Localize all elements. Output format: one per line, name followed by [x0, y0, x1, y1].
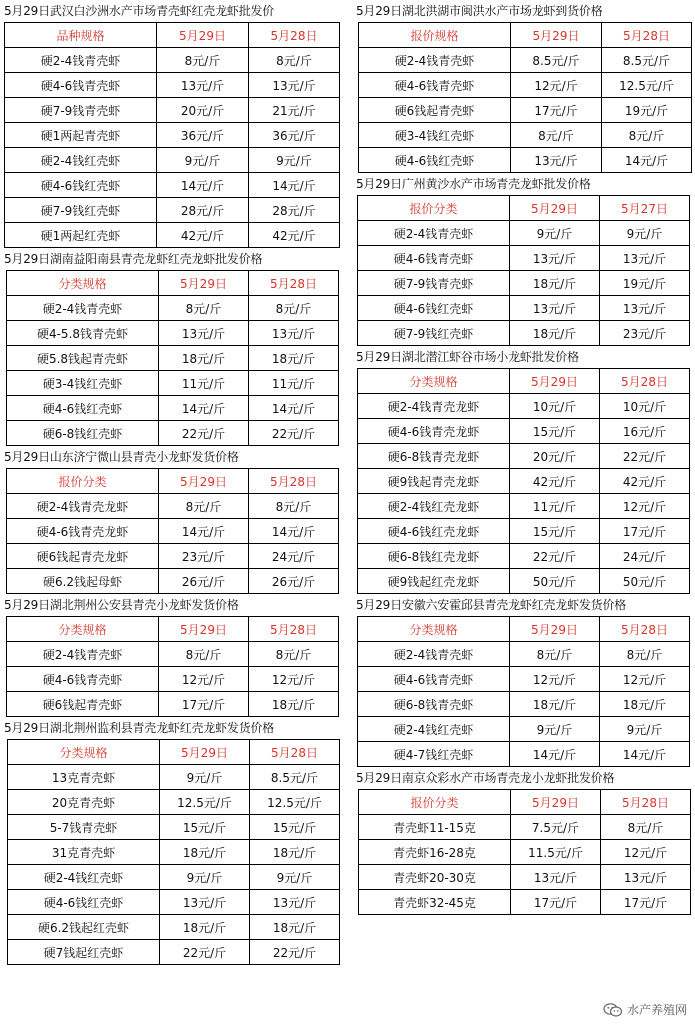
spec-cell: 硬7钱起红壳虾	[8, 940, 160, 965]
block-title: 5月29日安徽六安霍邱县青壳龙虾红壳龙虾发货价格	[356, 598, 627, 612]
spec-cell: 硬4-5.8钱青壳虾	[7, 321, 159, 346]
spec-cell: 20克青壳虾	[8, 790, 160, 815]
table-row	[358, 444, 690, 469]
price-cell: 15元/斤	[510, 519, 600, 544]
spec-cell: 硬4-6钱红壳龙虾	[358, 519, 510, 544]
price-block	[4, 248, 344, 446]
price-block	[4, 446, 344, 594]
price-cell: 12元/斤	[601, 840, 691, 865]
spec-cell: 硬5.8钱起青壳虾	[7, 346, 159, 371]
table-row	[5, 173, 340, 198]
price-cell: 12.5元/斤	[250, 790, 340, 815]
price-table	[357, 195, 690, 346]
table-row	[358, 667, 690, 692]
price-cell: 14元/斤	[249, 519, 339, 544]
price-block	[4, 0, 344, 248]
header-cell: 5月28日	[600, 369, 690, 394]
price-cell: 23元/斤	[159, 544, 249, 569]
spec-cell: 硬7-9钱红壳虾	[358, 321, 510, 346]
table-row	[359, 73, 692, 98]
header-cell: 5月29日	[510, 369, 600, 394]
header-cell: 5月28日	[249, 469, 339, 494]
price-cell: 20元/斤	[157, 98, 249, 123]
header-row	[7, 271, 339, 296]
price-cell: 12元/斤	[600, 667, 690, 692]
spec-cell: 硬2-4钱红壳龙虾	[358, 494, 510, 519]
price-cell: 24元/斤	[249, 544, 339, 569]
price-block	[356, 594, 693, 767]
price-cell: 8元/斤	[602, 123, 692, 148]
table-row	[358, 469, 690, 494]
spec-cell: 青壳虾32-45克	[359, 890, 511, 915]
price-cell: 23元/斤	[600, 321, 690, 346]
table-row	[7, 667, 339, 692]
table-row	[7, 544, 339, 569]
header-row	[359, 790, 691, 815]
price-cell: 18元/斤	[510, 321, 600, 346]
spec-cell: 硬4-6钱青壳龙虾	[7, 519, 159, 544]
price-block	[356, 767, 693, 915]
header-row	[358, 196, 690, 221]
price-cell: 15元/斤	[510, 419, 600, 444]
header-cell: 分类规格	[7, 271, 159, 296]
watermark-text: 水产养殖网	[626, 1003, 687, 1017]
table-row	[358, 569, 690, 594]
price-cell: 28元/斤	[249, 198, 340, 223]
table-row	[5, 223, 340, 248]
price-cell: 18元/斤	[249, 346, 339, 371]
spec-cell: 硬6-8钱青壳虾	[358, 692, 510, 717]
price-block	[356, 0, 693, 173]
price-cell: 8.5元/斤	[602, 48, 692, 73]
price-cell: 50元/斤	[510, 569, 600, 594]
price-cell: 9元/斤	[600, 717, 690, 742]
header-cell: 分类规格	[358, 369, 510, 394]
table-row	[358, 642, 690, 667]
price-cell: 9元/斤	[510, 221, 600, 246]
table-row	[7, 519, 339, 544]
price-cell: 14元/斤	[159, 519, 249, 544]
table-row	[358, 221, 690, 246]
price-table	[7, 739, 340, 965]
spec-cell: 硬2-4钱青壳虾	[7, 296, 159, 321]
header-cell: 分类规格	[7, 617, 159, 642]
table-row	[359, 123, 692, 148]
price-cell: 22元/斤	[250, 940, 340, 965]
table-row	[5, 198, 340, 223]
header-row	[358, 369, 690, 394]
table-row	[358, 742, 690, 767]
price-cell: 12.5元/斤	[602, 73, 692, 98]
price-cell: 18元/斤	[250, 840, 340, 865]
price-cell: 28元/斤	[157, 198, 249, 223]
price-cell: 19元/斤	[602, 98, 692, 123]
price-cell: 9元/斤	[600, 221, 690, 246]
price-cell: 9元/斤	[160, 765, 250, 790]
price-cell: 12元/斤	[249, 667, 339, 692]
price-cell: 8.5元/斤	[250, 765, 340, 790]
header-cell: 报价分类	[7, 469, 159, 494]
table-row	[5, 48, 340, 73]
price-cell: 8元/斤	[159, 642, 249, 667]
price-cell: 15元/斤	[250, 815, 340, 840]
price-cell: 11元/斤	[510, 494, 600, 519]
spec-cell: 硬2-4钱青壳虾	[358, 221, 510, 246]
table-row	[7, 396, 339, 421]
price-cell: 9元/斤	[250, 865, 340, 890]
watermark	[603, 1001, 687, 1018]
table-row	[5, 73, 340, 98]
price-table	[357, 616, 690, 767]
table-row	[358, 692, 690, 717]
price-cell: 14元/斤	[249, 396, 339, 421]
spec-cell: 硬2-4钱青壳虾	[359, 48, 511, 73]
price-cell: 8元/斤	[157, 48, 249, 73]
spec-cell: 硬6.2钱起母虾	[7, 569, 159, 594]
spec-cell: 硬7-9钱青壳虾	[5, 98, 157, 123]
table-row	[7, 321, 339, 346]
price-cell: 8元/斤	[249, 642, 339, 667]
header-cell: 报价分类	[359, 790, 511, 815]
price-cell: 7.5元/斤	[511, 815, 601, 840]
price-cell: 8元/斤	[159, 494, 249, 519]
table-row	[7, 494, 339, 519]
table-row	[359, 890, 691, 915]
table-row	[359, 815, 691, 840]
header-row	[358, 617, 690, 642]
table-row	[7, 296, 339, 321]
table-row	[7, 371, 339, 396]
header-cell: 5月28日	[249, 271, 339, 296]
price-cell: 17元/斤	[600, 519, 690, 544]
price-cell: 8元/斤	[249, 48, 340, 73]
header-cell: 5月29日	[157, 23, 249, 48]
header-row	[8, 740, 340, 765]
price-cell: 10元/斤	[600, 394, 690, 419]
table-row	[358, 246, 690, 271]
price-cell: 17元/斤	[159, 692, 249, 717]
table-row	[8, 790, 340, 815]
price-cell: 12元/斤	[511, 73, 602, 98]
price-cell: 14元/斤	[249, 173, 340, 198]
spec-cell: 硬6钱起青壳虾	[7, 692, 159, 717]
spec-cell: 硬2-4钱青壳龙虾	[358, 394, 510, 419]
table-row	[358, 494, 690, 519]
price-table	[4, 22, 340, 248]
table-row	[358, 419, 690, 444]
table-row	[8, 815, 340, 840]
spec-cell: 硬4-6钱红壳虾	[7, 396, 159, 421]
table-row	[359, 98, 692, 123]
price-cell: 13元/斤	[600, 296, 690, 321]
table-row	[7, 569, 339, 594]
table-row	[8, 940, 340, 965]
price-cell: 8元/斤	[159, 296, 249, 321]
price-cell: 42元/斤	[157, 223, 249, 248]
price-cell: 13元/斤	[250, 890, 340, 915]
spec-cell: 硬6-8钱青壳龙虾	[358, 444, 510, 469]
price-cell: 22元/斤	[510, 544, 600, 569]
spec-cell: 硬4-6钱红壳虾	[359, 148, 511, 173]
price-cell: 18元/斤	[600, 692, 690, 717]
price-cell: 17元/斤	[601, 890, 691, 915]
price-cell: 13元/斤	[510, 246, 600, 271]
table-row	[358, 296, 690, 321]
header-cell: 分类规格	[8, 740, 160, 765]
price-cell: 12元/斤	[159, 667, 249, 692]
table-row	[8, 840, 340, 865]
table-row	[7, 346, 339, 371]
price-cell: 50元/斤	[600, 569, 690, 594]
header-cell: 5月28日	[249, 23, 340, 48]
table-row	[5, 98, 340, 123]
price-cell: 36元/斤	[249, 123, 340, 148]
price-cell: 18元/斤	[510, 692, 600, 717]
price-cell: 8.5元/斤	[511, 48, 602, 73]
price-cell: 14元/斤	[600, 742, 690, 767]
price-cell: 17元/斤	[511, 98, 602, 123]
price-cell: 22元/斤	[249, 421, 339, 446]
spec-cell: 硬2-4钱红壳虾	[5, 148, 157, 173]
table-row	[359, 840, 691, 865]
spec-cell: 硬6.2钱起红壳虾	[8, 915, 160, 940]
price-cell: 8元/斤	[511, 123, 602, 148]
table-row	[8, 765, 340, 790]
table-row	[359, 148, 692, 173]
wechat-icon	[603, 1002, 623, 1018]
price-table	[358, 789, 691, 915]
spec-cell: 硬2-4钱青壳虾	[5, 48, 157, 73]
spec-cell: 青壳虾11-15克	[359, 815, 511, 840]
spec-cell: 青壳虾20-30克	[359, 865, 511, 890]
price-cell: 11.5元/斤	[511, 840, 601, 865]
price-cell: 9元/斤	[510, 717, 600, 742]
header-cell: 5月28日	[601, 790, 691, 815]
table-row	[359, 865, 691, 890]
price-cell: 18元/斤	[160, 840, 250, 865]
price-cell: 15元/斤	[160, 815, 250, 840]
price-cell: 18元/斤	[159, 346, 249, 371]
right-column	[356, 0, 693, 915]
spec-cell: 硬7-9钱青壳虾	[358, 271, 510, 296]
block-title: 5月29日湖北荆州公安县青壳小龙虾发货价格	[4, 598, 239, 612]
spec-cell: 硬4-6钱红壳虾	[5, 173, 157, 198]
price-cell: 8元/斤	[600, 642, 690, 667]
spec-cell: 硬4-6钱青壳虾	[7, 667, 159, 692]
header-cell: 5月29日	[511, 790, 601, 815]
price-cell: 11元/斤	[249, 371, 339, 396]
header-cell: 5月29日	[159, 271, 249, 296]
price-table	[6, 468, 339, 594]
header-cell: 5月28日	[602, 23, 692, 48]
table-row	[8, 865, 340, 890]
table-row	[7, 692, 339, 717]
price-cell: 12元/斤	[600, 494, 690, 519]
spec-cell: 硬1两起青壳虾	[5, 123, 157, 148]
price-cell: 22元/斤	[160, 940, 250, 965]
price-table	[357, 368, 690, 594]
header-cell: 分类规格	[358, 617, 510, 642]
price-cell: 18元/斤	[250, 915, 340, 940]
price-cell: 11元/斤	[159, 371, 249, 396]
block-title: 5月29日湖北潜江虾谷市场小龙虾批发价格	[356, 350, 579, 364]
spec-cell: 硬2-4钱青壳虾	[7, 642, 159, 667]
header-cell: 5月29日	[511, 23, 602, 48]
price-cell: 13元/斤	[510, 296, 600, 321]
price-cell: 13元/斤	[160, 890, 250, 915]
price-cell: 8元/斤	[249, 296, 339, 321]
table-row	[8, 890, 340, 915]
price-cell: 13元/斤	[249, 73, 340, 98]
table-row	[7, 421, 339, 446]
spec-cell: 硬2-4钱青壳虾	[358, 642, 510, 667]
spec-cell: 硬4-6钱红壳虾	[8, 890, 160, 915]
block-title: 5月29日南京众彩水产市场青壳龙小龙虾批发价格	[356, 771, 615, 785]
left-column	[4, 0, 344, 965]
price-cell: 14元/斤	[157, 173, 249, 198]
price-cell: 8元/斤	[249, 494, 339, 519]
table-row	[358, 321, 690, 346]
price-cell: 12.5元/斤	[160, 790, 250, 815]
price-cell: 13元/斤	[159, 321, 249, 346]
price-table	[6, 616, 339, 717]
header-cell: 5月28日	[249, 617, 339, 642]
price-cell: 13元/斤	[157, 73, 249, 98]
spec-cell: 硬4-6钱青壳虾	[359, 73, 511, 98]
header-row	[359, 23, 692, 48]
table-row	[358, 394, 690, 419]
spec-cell: 硬2-4钱红壳虾	[8, 865, 160, 890]
spec-cell: 硬9钱起红壳龙虾	[358, 569, 510, 594]
price-cell: 13元/斤	[600, 246, 690, 271]
block-title: 5月29日湖北洪湖市闽洪水产市场龙虾到货价格	[356, 4, 603, 18]
table-row	[5, 148, 340, 173]
table-row	[8, 915, 340, 940]
spec-cell: 硬4-6钱红壳虾	[358, 296, 510, 321]
price-cell: 8元/斤	[510, 642, 600, 667]
header-cell: 5月29日	[159, 617, 249, 642]
header-cell: 品种规格	[5, 23, 157, 48]
price-cell: 20元/斤	[510, 444, 600, 469]
price-cell: 26元/斤	[159, 569, 249, 594]
spec-cell: 硬3-4钱红壳虾	[7, 371, 159, 396]
price-cell: 18元/斤	[510, 271, 600, 296]
header-cell: 5月29日	[510, 196, 600, 221]
spec-cell: 青壳虾16-28克	[359, 840, 511, 865]
price-block	[4, 594, 344, 717]
price-cell: 42元/斤	[600, 469, 690, 494]
block-title: 5月29日湖南益阳南县青壳龙虾红壳龙虾批发价格	[4, 252, 263, 266]
header-cell: 报价分类	[358, 196, 510, 221]
block-title: 5月29日湖北荆州监利县青壳龙虾红壳龙虾发货价格	[4, 721, 275, 735]
spec-cell: 31克青壳虾	[8, 840, 160, 865]
price-cell: 12元/斤	[510, 667, 600, 692]
price-cell: 19元/斤	[600, 271, 690, 296]
header-cell: 报价规格	[359, 23, 511, 48]
price-cell: 17元/斤	[511, 890, 601, 915]
spec-cell: 硬9钱起青壳龙虾	[358, 469, 510, 494]
price-cell: 42元/斤	[510, 469, 600, 494]
price-cell: 18元/斤	[249, 692, 339, 717]
price-cell: 16元/斤	[600, 419, 690, 444]
price-cell: 13元/斤	[249, 321, 339, 346]
price-cell: 13元/斤	[511, 148, 602, 173]
price-cell: 10元/斤	[510, 394, 600, 419]
header-row	[5, 23, 340, 48]
price-block	[356, 173, 693, 346]
spec-cell: 硬6-8钱红壳龙虾	[358, 544, 510, 569]
header-cell: 5月28日	[600, 617, 690, 642]
spec-cell: 硬6钱起青壳龙虾	[7, 544, 159, 569]
price-cell: 36元/斤	[157, 123, 249, 148]
table-row	[7, 642, 339, 667]
price-cell: 22元/斤	[159, 421, 249, 446]
price-cell: 26元/斤	[249, 569, 339, 594]
header-row	[7, 617, 339, 642]
price-cell: 42元/斤	[249, 223, 340, 248]
price-cell: 13元/斤	[601, 865, 691, 890]
block-title: 5月29日山东济宁微山县青壳小龙虾发货价格	[4, 450, 239, 464]
price-table	[6, 270, 339, 446]
price-cell: 14元/斤	[159, 396, 249, 421]
price-block	[356, 346, 693, 594]
table-row	[358, 519, 690, 544]
price-cell: 14元/斤	[602, 148, 692, 173]
price-cell: 13元/斤	[511, 865, 601, 890]
header-cell: 5月29日	[510, 617, 600, 642]
spec-cell: 硬3-4钱红壳虾	[359, 123, 511, 148]
price-cell: 9元/斤	[160, 865, 250, 890]
header-row	[7, 469, 339, 494]
spec-cell: 13克青壳虾	[8, 765, 160, 790]
spec-cell: 硬6钱起青壳虾	[359, 98, 511, 123]
spec-cell: 硬4-6钱青壳虾	[5, 73, 157, 98]
price-cell: 9元/斤	[157, 148, 249, 173]
price-cell: 8元/斤	[601, 815, 691, 840]
table-row	[359, 48, 692, 73]
block-title: 5月29日广州黄沙水产市场青壳龙虾批发价格	[356, 177, 591, 191]
price-cell: 22元/斤	[600, 444, 690, 469]
price-table	[358, 22, 692, 173]
block-title: 5月29日武汉白沙洲水产市场青壳虾红壳龙虾批发价	[4, 4, 275, 18]
header-cell: 5月29日	[160, 740, 250, 765]
spec-cell: 硬7-9钱红壳虾	[5, 198, 157, 223]
spec-cell: 硬4-6钱青壳虾	[358, 246, 510, 271]
price-block	[4, 717, 344, 965]
header-cell: 5月27日	[600, 196, 690, 221]
spec-cell: 硬2-4钱红壳虾	[358, 717, 510, 742]
table-row	[358, 717, 690, 742]
price-cell: 14元/斤	[510, 742, 600, 767]
spec-cell: 硬6-8钱红壳虾	[7, 421, 159, 446]
spec-cell: 硬4-6钱青壳虾	[358, 667, 510, 692]
price-cell: 24元/斤	[600, 544, 690, 569]
price-cell: 18元/斤	[160, 915, 250, 940]
table-row	[5, 123, 340, 148]
spec-cell: 硬1两起红壳虾	[5, 223, 157, 248]
header-cell: 5月29日	[159, 469, 249, 494]
spec-cell: 5-7钱青壳虾	[8, 815, 160, 840]
spec-cell: 硬2-4钱青壳龙虾	[7, 494, 159, 519]
table-row	[358, 544, 690, 569]
spec-cell: 硬4-6钱青壳龙虾	[358, 419, 510, 444]
table-row	[358, 271, 690, 296]
price-cell: 21元/斤	[249, 98, 340, 123]
spec-cell: 硬4-7钱红壳虾	[358, 742, 510, 767]
header-cell: 5月28日	[250, 740, 340, 765]
price-cell: 9元/斤	[249, 148, 340, 173]
